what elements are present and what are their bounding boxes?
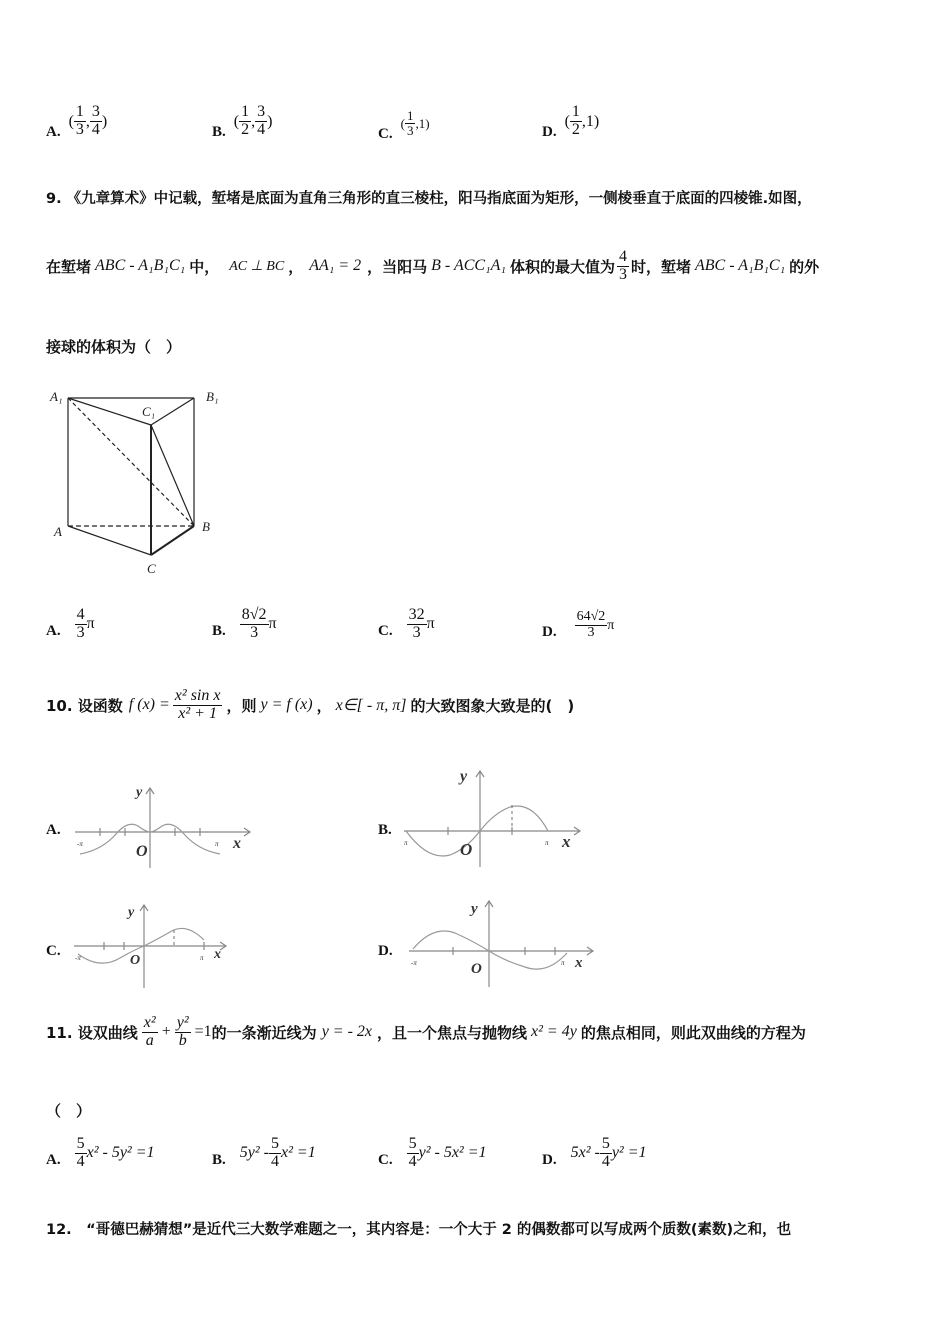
graph-c xyxy=(70,900,240,995)
q8-option-d xyxy=(542,102,599,141)
numerator: 5 xyxy=(271,1135,279,1152)
q9-option-b xyxy=(212,607,277,642)
right-tick-label: π xyxy=(561,959,565,967)
fraction xyxy=(142,1015,158,1050)
y-label: y xyxy=(128,905,135,920)
plus: + xyxy=(161,1023,171,1041)
q8-option-c xyxy=(378,104,430,143)
fraction xyxy=(240,607,269,642)
interval-tail: ,1) xyxy=(415,115,430,131)
numerator: y² xyxy=(176,1014,189,1031)
denominator: x² + 1 xyxy=(178,704,217,722)
option-letter: A. xyxy=(46,124,61,140)
origin-label: O xyxy=(136,843,148,860)
fraction xyxy=(269,1136,281,1171)
option-letter: D. xyxy=(542,624,557,640)
text: ， xyxy=(288,257,304,276)
option-letter: B. xyxy=(212,622,226,639)
fraction xyxy=(570,104,582,139)
numerator: x² sin x xyxy=(174,687,221,704)
pyramid-name: B - ACC₁A₁ xyxy=(431,257,506,275)
edge-bc xyxy=(151,526,194,555)
fraction xyxy=(175,1015,191,1050)
text: ， xyxy=(316,696,332,715)
edge-c1b xyxy=(151,425,194,526)
text: 在堑堵 xyxy=(46,257,92,276)
fraction xyxy=(255,104,267,139)
numerator: 5 xyxy=(601,1135,610,1152)
fraction xyxy=(173,688,223,723)
q11-option-a xyxy=(46,1136,155,1171)
origin-label: O xyxy=(471,961,482,977)
fraction xyxy=(90,104,102,139)
x-label: x xyxy=(562,832,571,851)
numerator: x² xyxy=(143,1014,156,1031)
q11-stem-line2: （ ） xyxy=(46,1102,92,1120)
y-label: y xyxy=(136,785,143,800)
q10-stem xyxy=(46,688,574,723)
text: 中， xyxy=(189,257,220,276)
q10-option-b-letter: B. xyxy=(378,822,392,838)
numerator: 5 xyxy=(408,1135,417,1152)
numerator: 1 xyxy=(406,108,414,124)
denominator: 3 xyxy=(250,623,259,641)
q11-option-d xyxy=(542,1136,647,1171)
left-tick-label: -π xyxy=(411,959,417,967)
origin-label: O xyxy=(460,840,473,859)
curve xyxy=(413,931,567,969)
q12-stem-line1: 12. “哥德巴赫猜想”是近代三大数学难题之一，其内容是：一个大于 2 的偶数都可以写成两个质数(素数)之和，也 xyxy=(46,1222,792,1238)
denominator: 4 xyxy=(91,121,100,138)
function-name: f (x) = xyxy=(128,696,170,714)
post-term: x² =1 xyxy=(281,1144,316,1162)
prism-name: ABC - A₁B₁C₁ xyxy=(694,257,786,275)
numerator: 1 xyxy=(241,103,250,121)
fraction xyxy=(75,1136,87,1171)
prism-name: ABC - A₁B₁C₁ xyxy=(95,257,186,275)
x-label: x xyxy=(214,947,221,962)
paren: ( xyxy=(233,112,240,130)
denominator: 3 xyxy=(412,623,421,641)
numerator: 1 xyxy=(75,103,84,121)
denominator: 3 xyxy=(618,265,627,283)
q11-stem xyxy=(46,1015,806,1050)
paren: ( xyxy=(68,112,74,130)
post-term: x² - 5y² =1 xyxy=(86,1144,155,1162)
graph-b xyxy=(400,765,590,870)
option-letter: C. xyxy=(378,1151,393,1168)
y-label: y xyxy=(471,901,478,917)
q8-option-a xyxy=(46,102,107,141)
numerator: 1 xyxy=(571,103,580,121)
edge-a1b-hidden xyxy=(68,398,194,526)
domain: x∈[ - π, π] xyxy=(335,697,407,715)
denominator: b xyxy=(178,1031,187,1049)
parabola: x² = 4y xyxy=(531,1023,577,1041)
denominator: 4 xyxy=(408,1152,417,1170)
x-label: x xyxy=(575,955,583,971)
option-letter: A. xyxy=(46,622,61,639)
pre-term: 5x² - xyxy=(570,1144,600,1162)
q11-option-b xyxy=(212,1136,316,1171)
q10-option-a-letter: A. xyxy=(46,822,61,838)
text: 11. 设双曲线 xyxy=(46,1023,138,1042)
denominator: 4 xyxy=(76,1152,85,1170)
y-label: y xyxy=(460,768,468,785)
numerator: 32 xyxy=(408,606,425,623)
denominator: 2 xyxy=(241,121,250,138)
denominator: 3 xyxy=(587,625,595,640)
pi: π xyxy=(607,617,615,633)
x-label: x xyxy=(233,835,241,852)
fraction xyxy=(405,109,416,137)
fraction xyxy=(575,610,608,640)
denominator: 4 xyxy=(601,1152,610,1170)
right-tick-label: π xyxy=(200,954,204,962)
edge-a1c1 xyxy=(68,398,151,425)
fraction xyxy=(407,1136,419,1171)
q9-stem-line3: 接球的体积为（ ） xyxy=(46,338,182,356)
numerator: 3 xyxy=(91,103,100,121)
numerator: 64√2 xyxy=(576,609,606,625)
fraction xyxy=(617,249,629,284)
option-letter: C. xyxy=(378,126,393,142)
text: ，且一个焦点与抛物线 xyxy=(377,1023,528,1042)
label-b: B xyxy=(202,519,210,534)
option-letter: D. xyxy=(542,1151,557,1168)
paren: ) xyxy=(101,112,108,130)
option-letter: A. xyxy=(46,1151,61,1168)
denominator: 4 xyxy=(257,121,266,138)
q8-option-b xyxy=(212,102,272,141)
right-tick-label: π xyxy=(545,839,549,847)
denominator: 3 xyxy=(76,623,85,641)
pi: π xyxy=(426,615,435,633)
pi: π xyxy=(86,615,95,633)
post-term: y² =1 xyxy=(611,1144,647,1162)
prism-figure xyxy=(46,385,236,580)
denominator: 4 xyxy=(271,1152,279,1170)
q9-option-a xyxy=(46,607,95,642)
text: 的一条渐近线为 xyxy=(211,1023,317,1042)
q9-stem-line2 xyxy=(46,249,819,284)
pre-term: 5y² - xyxy=(239,1144,269,1162)
left-tick-label: π xyxy=(404,839,408,847)
text: ，则 xyxy=(226,696,257,715)
label-a: A xyxy=(54,524,62,539)
interval-tail: ,1) xyxy=(581,112,600,130)
label-b1: B₁ xyxy=(206,389,219,404)
fraction xyxy=(74,104,86,139)
left-tick-label: -π xyxy=(75,954,81,962)
option-letter: B. xyxy=(212,1151,226,1168)
fraction xyxy=(407,607,427,642)
denominator: a xyxy=(145,1031,154,1049)
text: ，当阳马 xyxy=(367,257,428,276)
label-c1: C₁ xyxy=(142,404,156,419)
denominator: 3 xyxy=(75,121,84,138)
pi: π xyxy=(268,615,277,633)
numerator: 8√2 xyxy=(241,606,267,623)
numerator: 3 xyxy=(257,103,266,121)
comma: , xyxy=(251,112,256,130)
q10-option-c-letter: C. xyxy=(46,943,61,959)
post-term: y² - 5x² =1 xyxy=(418,1144,487,1162)
text: 10. 设函数 xyxy=(46,696,123,715)
q10-option-d-letter: D. xyxy=(378,943,393,959)
q9-option-c xyxy=(378,607,435,642)
denominator: 3 xyxy=(406,123,414,138)
asymptote: y = - 2x xyxy=(321,1023,373,1041)
paren: ( xyxy=(400,115,405,131)
option-letter: D. xyxy=(542,124,557,140)
edge-b1c1 xyxy=(151,398,194,425)
denominator: 2 xyxy=(571,121,580,138)
numerator: 4 xyxy=(76,606,85,623)
text: 时，堑堵 xyxy=(630,257,691,276)
numerator: 4 xyxy=(618,248,627,265)
origin-label: O xyxy=(130,953,141,968)
numerator: 5 xyxy=(76,1135,85,1152)
text: 的外 xyxy=(789,257,820,276)
function-y: y = f (x) xyxy=(260,696,313,714)
option-letter: B. xyxy=(212,124,226,140)
q9-stem-line1: 9. 《九章算术》中记载，堑堵是底面为直角三角形的直三棱柱，阳马指底面为矩形，一侧棱垂直于底面的四棱锥.如图， xyxy=(46,191,812,207)
fraction xyxy=(239,104,251,139)
text: 的大致图象大致是的( ) xyxy=(410,696,575,715)
left-tick-label: -π xyxy=(77,840,83,848)
q9-option-d xyxy=(542,610,614,641)
perp-condition: AC ⊥ BC xyxy=(229,258,285,274)
graph-d xyxy=(405,895,605,990)
option-letter: C. xyxy=(378,622,393,639)
edge-ac xyxy=(68,526,151,555)
comma: , xyxy=(85,112,90,130)
paren: ) xyxy=(267,112,273,130)
fraction xyxy=(75,607,87,642)
text: 体积的最大值为 xyxy=(509,257,615,276)
label-a1: A₁ xyxy=(50,389,63,404)
q11-option-c xyxy=(378,1136,487,1171)
equation-rhs: =1 xyxy=(194,1023,212,1041)
label-c: C xyxy=(147,561,156,576)
right-tick-label: π xyxy=(215,840,219,848)
text: 的焦点相同，则此双曲线的方程为 xyxy=(580,1023,806,1042)
graph-a xyxy=(70,780,260,875)
fraction xyxy=(600,1136,612,1171)
paren: ( xyxy=(564,112,570,130)
edge-length: AA₁ = 2 xyxy=(309,257,362,275)
